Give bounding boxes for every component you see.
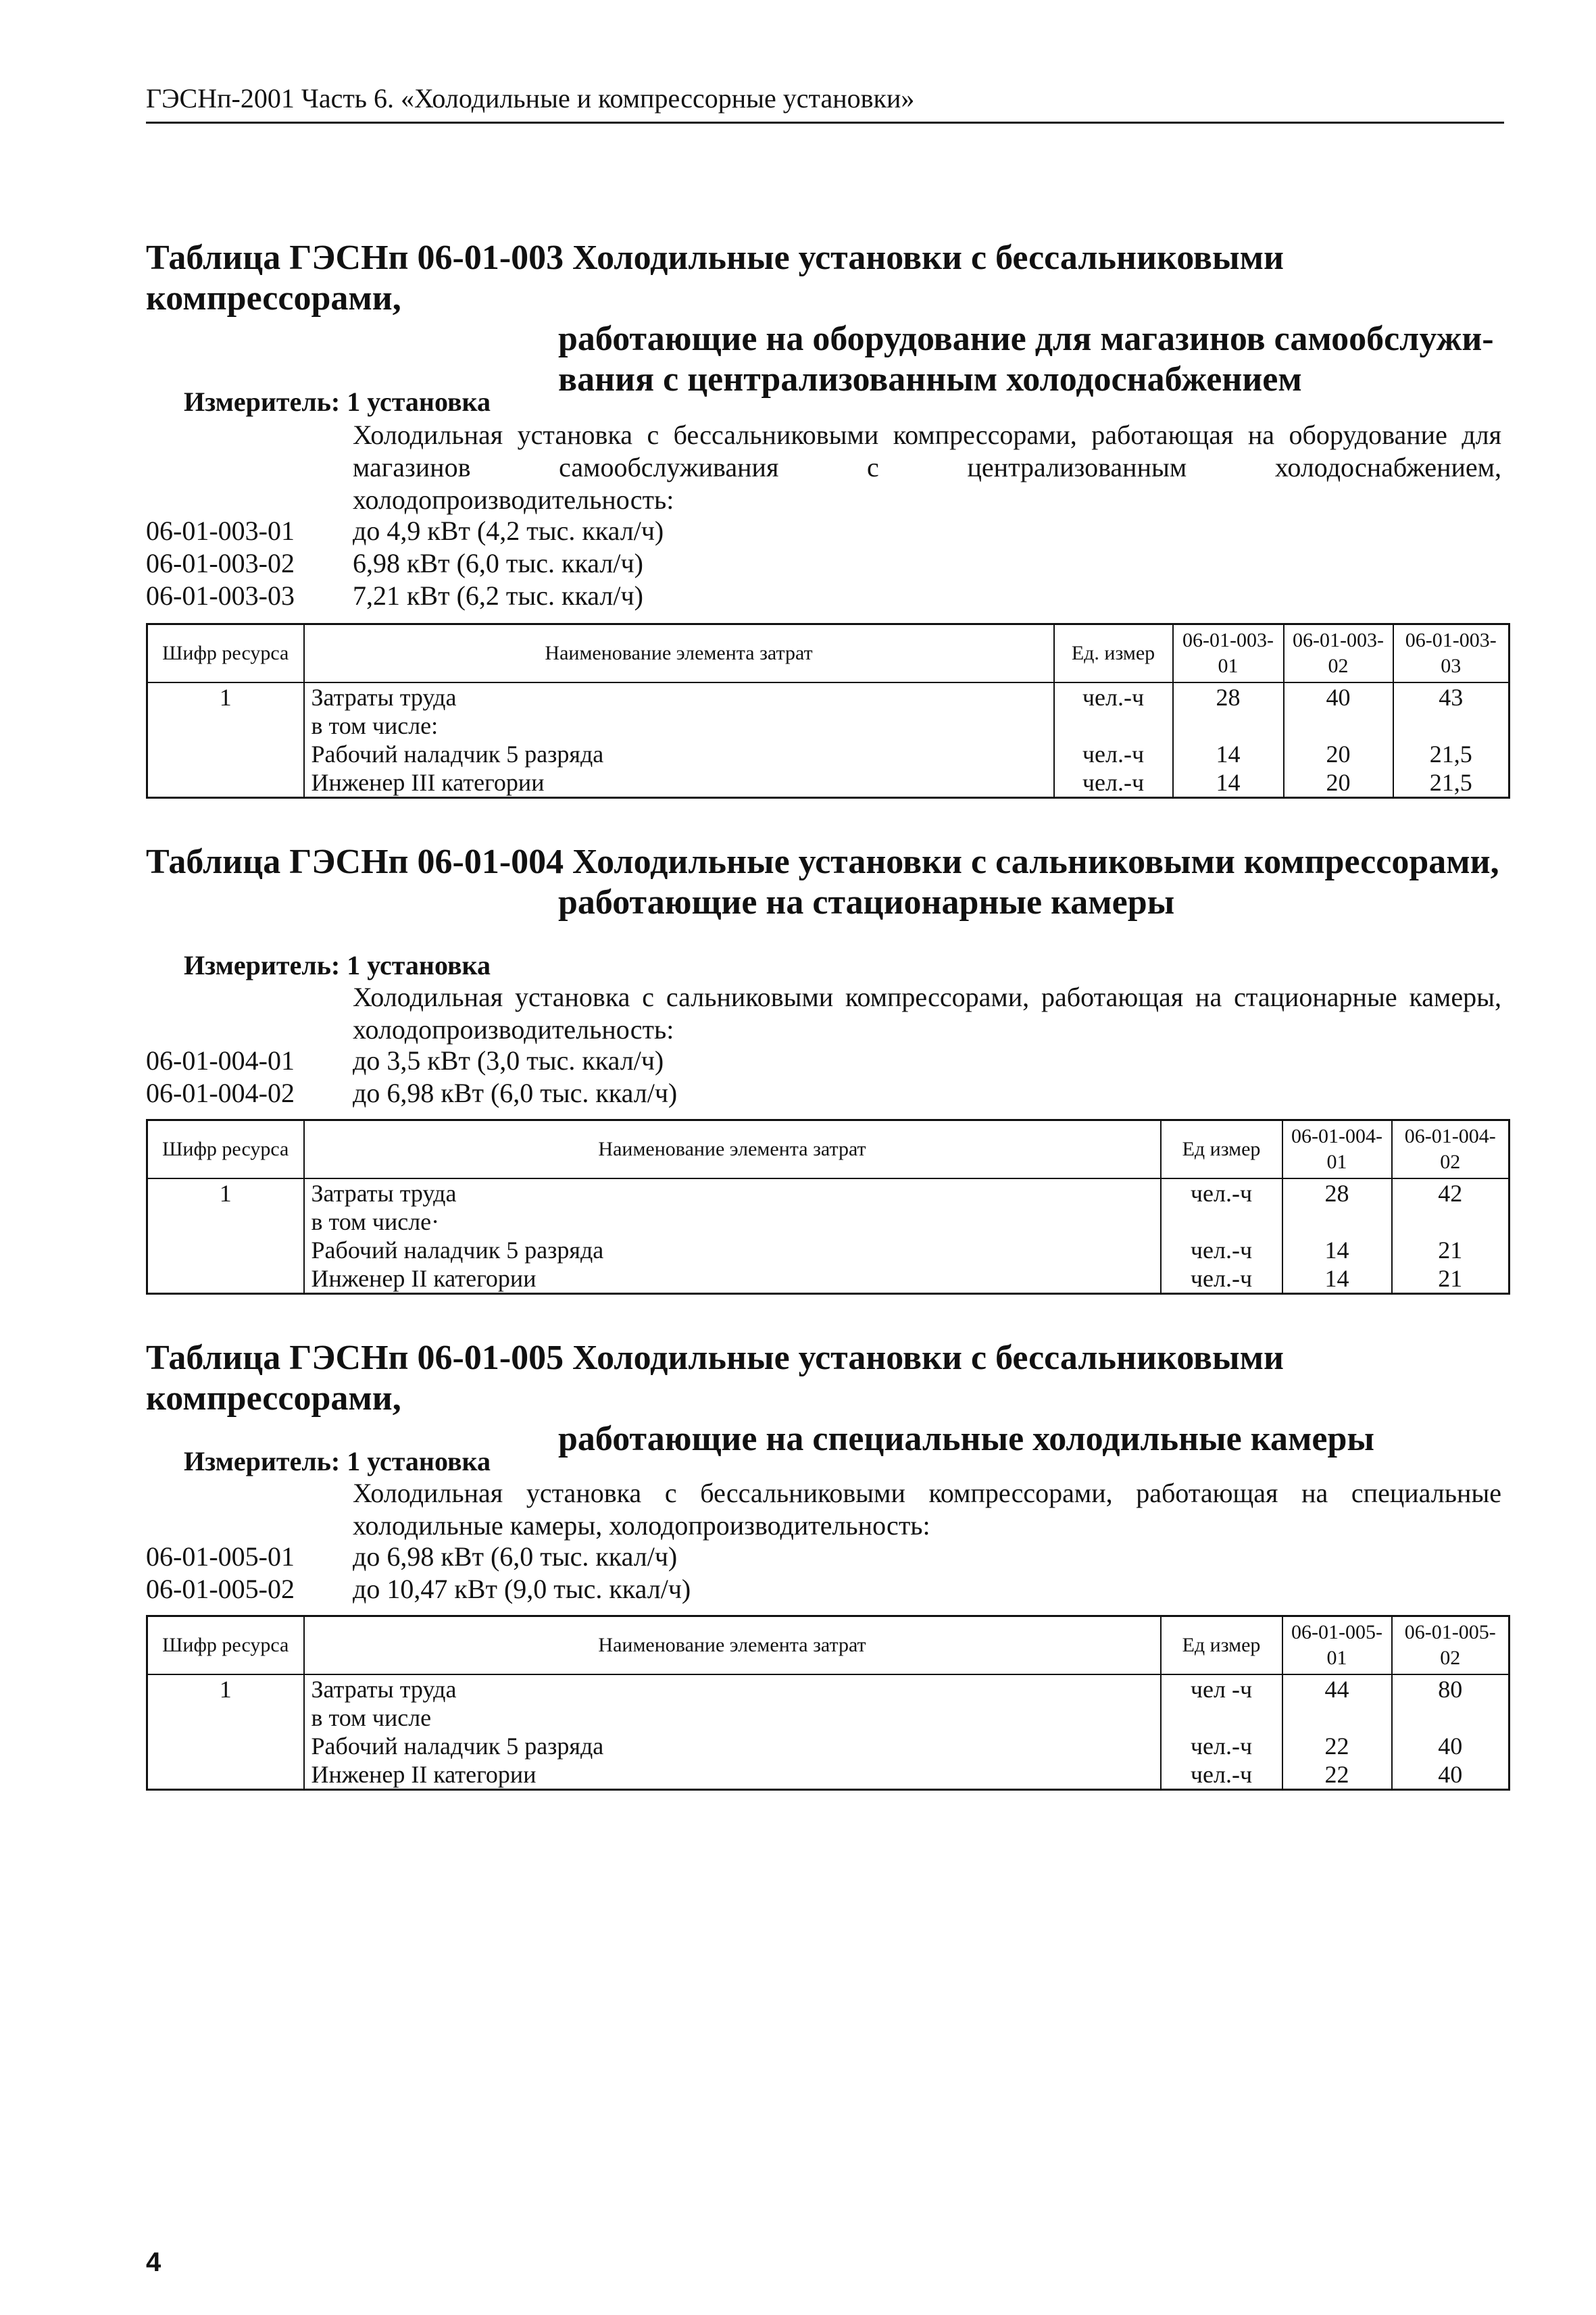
table-row	[147, 1703, 1510, 1732]
unit-cell	[1054, 712, 1173, 740]
value-cell	[1284, 712, 1393, 740]
col-resource-header: Шифр ресурса	[147, 1120, 304, 1179]
col-unit-header: Ед. измер	[1054, 624, 1173, 683]
unit-cell: чел -ч	[1161, 1674, 1282, 1703]
table-code: Таблица ГЭСНп 06-01-003	[146, 239, 564, 277]
variant-row	[146, 515, 664, 547]
norm-table-005	[146, 1615, 1510, 1791]
col-code-header: 06-01-004-01	[1282, 1120, 1392, 1179]
col-code-header: 06-01-004-02	[1392, 1120, 1510, 1179]
variant-code: 06-01-004-02	[146, 1078, 295, 1108]
col-code-header: 06-01-003-03	[1393, 624, 1510, 683]
col-code-header: 06-01-005-02	[1392, 1616, 1510, 1675]
variant-code: 06-01-003-03	[146, 580, 295, 611]
value-cell: 28	[1173, 682, 1284, 712]
value-cell: 40	[1284, 682, 1393, 712]
col-unit-header: Ед измер	[1161, 1120, 1282, 1179]
table-title-004	[146, 842, 1511, 923]
table-title-line: работающие на стационарные камеры	[558, 883, 1175, 922]
page-number: 4	[146, 2247, 161, 2277]
col-resource-header: Шифр ресурса	[147, 1616, 304, 1675]
table-row	[147, 740, 1510, 768]
cost-name-cell: Инженер II категории	[304, 1264, 1161, 1294]
value-cell	[1392, 1208, 1510, 1236]
variant-code: 06-01-005-02	[146, 1574, 295, 1604]
table-row	[147, 1236, 1510, 1264]
value-cell: 21,5	[1393, 740, 1510, 768]
cost-name-cell: Рабочий наладчик 5 разряда	[304, 740, 1054, 768]
description: Холодильная установка с бессальниковыми компрессорами, работающая на оборудование для магазинов самообслуживания с централизованным холодоснабжением, холодопроизводительность:	[353, 420, 1501, 515]
value-cell	[1393, 712, 1510, 740]
table-title-line: Холодильные установки с бессальниковыми компрессорами,	[146, 239, 1284, 318]
col-unit-header: Ед измер	[1161, 1616, 1282, 1675]
table-title-line: работающие на оборудование для магазинов самообслужи-	[558, 320, 1494, 358]
table-title-line: вания с централизованным холодоснабжением	[558, 360, 1302, 399]
unit-cell	[1161, 1208, 1282, 1236]
cost-name-cell: в том числе	[304, 1703, 1161, 1732]
col-name-header: Наименование элемента затрат	[304, 1616, 1161, 1675]
meter-label: Измеритель: 1 установка	[184, 950, 491, 980]
unit-cell: чел.-ч	[1161, 1264, 1282, 1294]
value-cell: 40	[1392, 1760, 1510, 1790]
table-title-003	[146, 238, 1511, 400]
table-row	[147, 1178, 1510, 1208]
table-row	[147, 682, 1510, 712]
unit-cell: чел.-ч	[1054, 682, 1173, 712]
value-cell	[1282, 1703, 1392, 1732]
value-cell: 22	[1282, 1760, 1392, 1790]
value-cell: 21,5	[1393, 768, 1510, 798]
col-code-header: 06-01-005-01	[1282, 1616, 1392, 1675]
table-title-005	[146, 1338, 1511, 1460]
variant-code: 06-01-003-01	[146, 516, 295, 546]
variant-label: до 6,98 кВт (6,0 тыс. ккал/ч)	[353, 1541, 678, 1572]
col-name-header: Наименование элемента затрат	[304, 1120, 1161, 1179]
variant-label: до 6,98 кВт (6,0 тыс. ккал/ч)	[353, 1078, 678, 1108]
variant-row	[146, 580, 643, 612]
col-resource-header: Шифр ресурса	[147, 624, 304, 683]
table-row	[147, 1264, 1510, 1294]
cost-name-cell: Инженер III категории	[304, 768, 1054, 798]
unit-cell	[1161, 1703, 1282, 1732]
value-cell: 20	[1284, 768, 1393, 798]
unit-cell: чел.-ч	[1161, 1236, 1282, 1264]
cost-name-cell: Затраты труда	[304, 1178, 1161, 1208]
table-row	[147, 712, 1510, 740]
value-cell	[1282, 1208, 1392, 1236]
variant-label: 6,98 кВт (6,0 тыс. ккал/ч)	[353, 548, 643, 578]
variant-label: до 10,47 кВт (9,0 тыс. ккал/ч)	[353, 1574, 691, 1604]
table-title-line: работающие на специальные холодильные камеры	[558, 1420, 1374, 1458]
value-cell: 22	[1282, 1732, 1392, 1760]
resource-code-cell: 1	[147, 1178, 304, 1294]
variant-row	[146, 1045, 664, 1077]
value-cell: 44	[1282, 1674, 1392, 1703]
cost-name-cell: в том числе·	[304, 1208, 1161, 1236]
value-cell: 40	[1392, 1732, 1510, 1760]
variant-code: 06-01-005-01	[146, 1541, 295, 1572]
table-header-row	[147, 624, 1510, 683]
value-cell: 28	[1282, 1178, 1392, 1208]
variant-row	[146, 1573, 691, 1605]
unit-cell: чел.-ч	[1161, 1178, 1282, 1208]
variant-row	[146, 1077, 677, 1110]
table-row	[147, 1208, 1510, 1236]
norm-table-003	[146, 623, 1510, 799]
table-code: Таблица ГЭСНп 06-01-005	[146, 1339, 564, 1377]
table-row	[147, 1674, 1510, 1703]
norm-table-004	[146, 1119, 1510, 1295]
table-header-row	[147, 1616, 1510, 1675]
resource-code-cell: 1	[147, 1674, 304, 1790]
col-code-header: 06-01-003-01	[1173, 624, 1284, 683]
running-header: ГЭСНп-2001 Часть 6. «Холодильные и компрессорные установки»	[146, 80, 1504, 124]
table-row	[147, 1732, 1510, 1760]
value-cell: 42	[1392, 1178, 1510, 1208]
table-title-line: Холодильные установки с бессальниковыми компрессорами,	[146, 1339, 1284, 1418]
meter-label: Измеритель: 1 установка	[184, 1446, 491, 1476]
value-cell: 21	[1392, 1236, 1510, 1264]
col-name-header: Наименование элемента затрат	[304, 624, 1054, 683]
value-cell: 14	[1282, 1264, 1392, 1294]
unit-cell: чел.-ч	[1054, 740, 1173, 768]
value-cell	[1392, 1703, 1510, 1732]
description: Холодильная установка с сальниковыми компрессорами, работающая на стационарные камеры, холодопроизводительность:	[353, 982, 1501, 1045]
variant-row	[146, 1541, 677, 1573]
variant-label: до 4,9 кВт (4,2 тыс. ккал/ч)	[353, 516, 664, 546]
resource-code-cell: 1	[147, 682, 304, 798]
cost-name-cell: Рабочий наладчик 5 разряда	[304, 1732, 1161, 1760]
col-code-header: 06-01-003-02	[1284, 624, 1393, 683]
cost-name-cell: Затраты труда	[304, 1674, 1161, 1703]
value-cell: 20	[1284, 740, 1393, 768]
meter-label: Измеритель: 1 установка	[184, 387, 491, 417]
variant-code: 06-01-004-01	[146, 1045, 295, 1076]
value-cell: 43	[1393, 682, 1510, 712]
cost-name-cell: в том числе:	[304, 712, 1054, 740]
value-cell: 80	[1392, 1674, 1510, 1703]
table-row	[147, 1760, 1510, 1790]
value-cell: 21	[1392, 1264, 1510, 1294]
unit-cell: чел.-ч	[1161, 1760, 1282, 1790]
unit-cell: чел.-ч	[1161, 1732, 1282, 1760]
table-row	[147, 768, 1510, 798]
unit-cell: чел.-ч	[1054, 768, 1173, 798]
cost-name-cell: Инженер II категории	[304, 1760, 1161, 1790]
cost-name-cell: Затраты труда	[304, 682, 1054, 712]
value-cell: 14	[1173, 740, 1284, 768]
value-cell	[1173, 712, 1284, 740]
value-cell: 14	[1173, 768, 1284, 798]
cost-name-cell: Рабочий наладчик 5 разряда	[304, 1236, 1161, 1264]
variant-code: 06-01-003-02	[146, 548, 295, 578]
table-header-row	[147, 1120, 1510, 1179]
table-code: Таблица ГЭСНп 06-01-004	[146, 843, 564, 881]
variant-row	[146, 547, 643, 580]
variant-label: 7,21 кВт (6,2 тыс. ккал/ч)	[353, 580, 643, 611]
description: Холодильная установка с бессальниковыми компрессорами, работающая на специальные холодильные камеры, холодопроизводительность:	[353, 1478, 1501, 1541]
value-cell: 14	[1282, 1236, 1392, 1264]
variant-label: до 3,5 кВт (3,0 тыс. ккал/ч)	[353, 1045, 664, 1076]
table-title-line: Холодильные установки с сальниковыми компрессорами,	[572, 843, 1499, 881]
